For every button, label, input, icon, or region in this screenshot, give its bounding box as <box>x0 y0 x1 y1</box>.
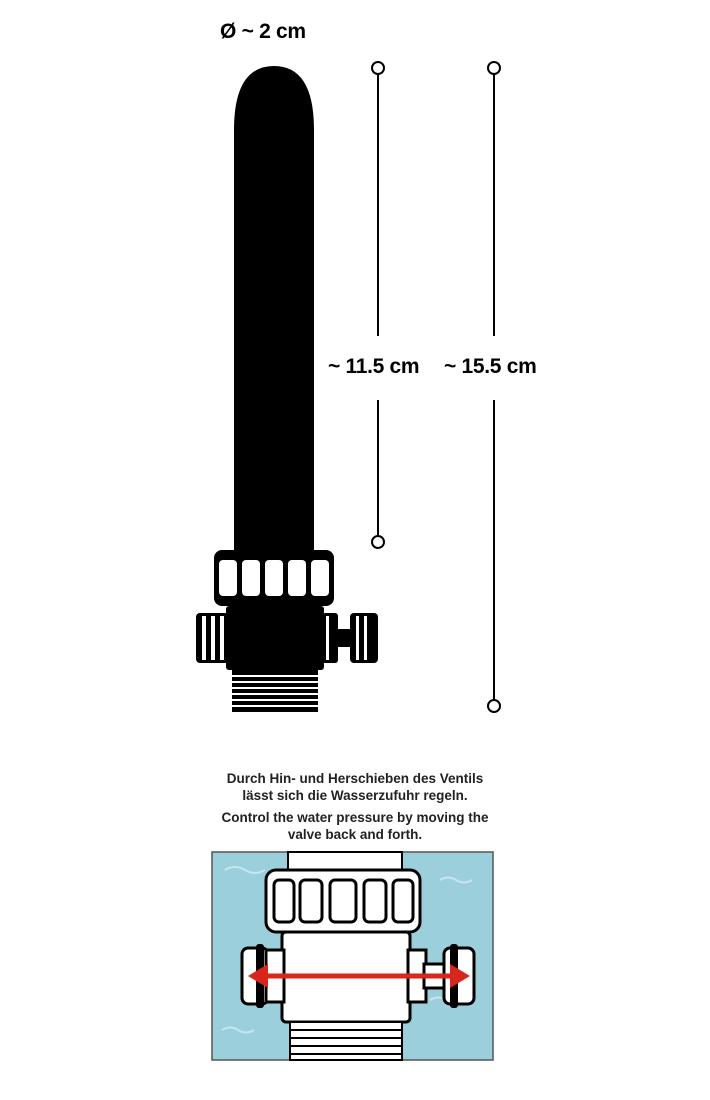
nozzle-valve <box>196 606 378 670</box>
nozzle-thread <box>232 670 318 712</box>
caption-english-line2: valve back and forth. <box>287 827 423 842</box>
nozzle-shaft <box>234 66 314 552</box>
dimension-line-insertable <box>372 62 384 548</box>
caption-german <box>150 770 560 804</box>
total-length-label: ~ 15.5 cm <box>444 355 537 378</box>
caption-german-line1: Durch Hin- und Herschieben des Ventils <box>226 771 484 786</box>
caption-english <box>150 809 560 843</box>
diameter-label: Ø ~ 2 cm <box>220 20 306 43</box>
insertable-length-label: ~ 11.5 cm <box>328 355 420 378</box>
dimension-line-total <box>488 62 500 712</box>
caption-english-line1: Control the water pressure by moving the <box>221 810 489 825</box>
nozzle-body <box>234 66 314 552</box>
nozzle-nut <box>214 550 334 606</box>
valve-detail-inset <box>212 852 493 1060</box>
caption-german-line2: lässt sich die Wasserzufuhr regeln. <box>242 788 468 803</box>
